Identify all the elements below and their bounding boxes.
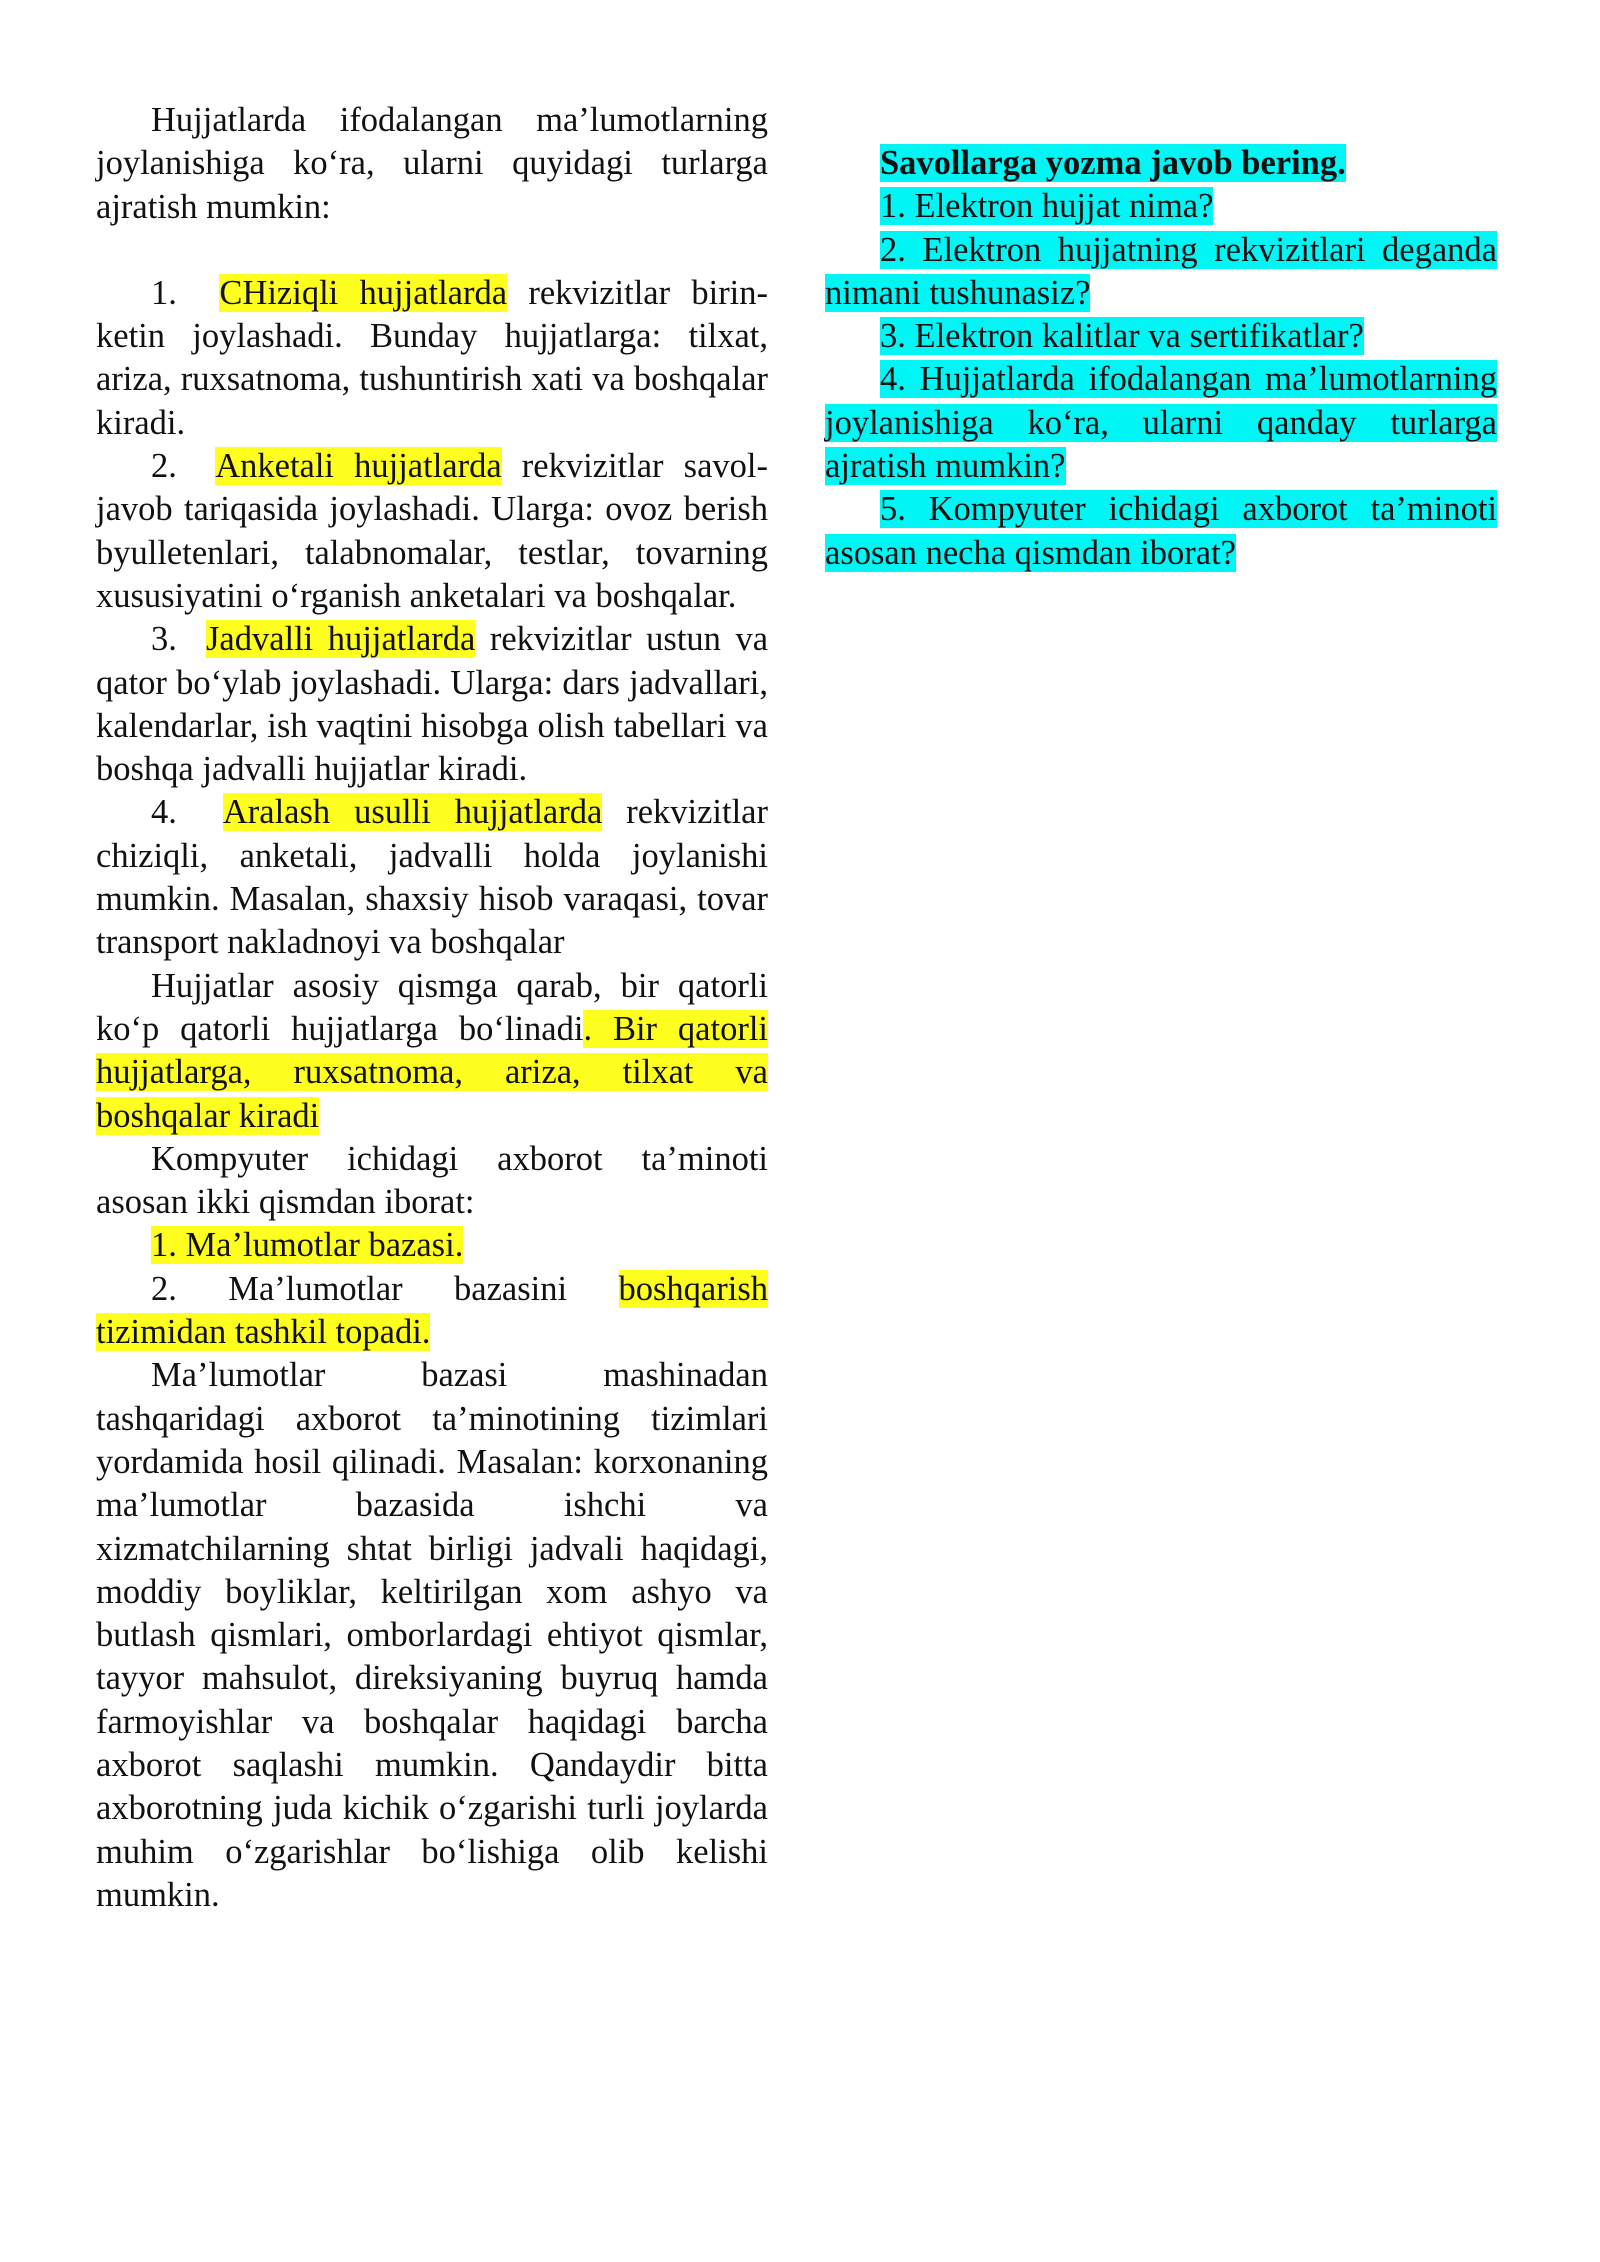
highlighted-term: Jadvalli hujjatlarda <box>205 620 476 659</box>
paragraph-text: 2. Ma’lumotlar bazasini <box>151 1269 568 1308</box>
left-column <box>96 99 768 1917</box>
item-number: 3. <box>151 620 177 659</box>
highlighted-term: Anketali hujjatlarda <box>215 447 502 486</box>
question-text: 4. Hujjatlarda ifodalangan ma’lumotlarning joylanishiga ko‘ra, ularni qanday turlarga ajratish mumkin? <box>825 360 1497 486</box>
paragraph-text: Hujjatlar asosiy qismga qarab, bir qatorli ko‘p qatorli hujjatlarga bo‘linadi <box>96 966 768 1048</box>
intro-paragraph: Hujjatlarda ifodalangan ma’lumotlarning joylanishiga ko‘ra, ularni quyidagi turlarga ajratish mumkin: <box>96 101 768 226</box>
question-text: 5. Kompyuter ichidagi axborot ta’minoti asosan necha qismdan iborat? <box>825 490 1497 572</box>
highlighted-term: Aralash usulli hujjatlarda <box>222 793 603 832</box>
item-number: 4. <box>151 793 177 832</box>
part-one-line <box>96 1224 768 1267</box>
list-item-mixed <box>96 791 768 964</box>
database-paragraph: Ma’lumotlar bazasi mashinadan tashqaridagi axborot ta’minotining tizimlari yordamida hosil qilinadi. Masalan: korxonaning ma’lumotlar bazasida ishchi va xizmatchilarning shtat birligi jadvali haqidagi, moddiy boyliklar, keltirilgan xom ashyo va butlash qismlari, omborlardagi ehtiyot qismlar, tayyor mahsulot, direksiyaning buyruq hamda farmoyishlar va boshqalar haqidagi barcha axborot saqlashi mumkin. Qandaydir bitta axborotning juda kichik o‘zgarishi turli joylarda muhim o‘zgarishlar bo‘lishiga olib kelishi mumkin. <box>96 1356 768 1914</box>
question-item <box>825 358 1497 488</box>
item-text: rekvizitlar ustun va qator bo‘ylab joylashadi. Ularga: dars jadvallari, kalendarlar, ish vaqtini hisobga olish tabellari va boshqa jadvalli hujjatlar kiradi. <box>96 620 769 789</box>
highlighted-text: 1. Ma’lumotlar bazasi. <box>151 1226 464 1265</box>
list-item-linear <box>96 272 768 445</box>
right-column <box>825 99 1497 575</box>
question-item <box>825 229 1497 316</box>
highlighted-term: CHiziqli hujjatlarda <box>219 273 508 312</box>
question-text: 2. Elektron hujjatning rekvizitlari deganda nimani tushunasiz? <box>825 230 1497 312</box>
document-division-paragraph <box>96 965 768 1138</box>
question-item <box>825 315 1497 358</box>
question-item <box>825 488 1497 575</box>
questions-heading <box>825 142 1497 185</box>
question-text: 3. Elektron kalitlar va sertifikatlar? <box>880 317 1364 356</box>
part-two-line <box>96 1268 768 1355</box>
list-item-questionnaire <box>96 445 768 618</box>
highlighted-text: boshqarish tizimidan tashkil topadi. <box>96 1269 768 1352</box>
heading-text: Savollarga yozma javob bering. <box>880 144 1346 182</box>
blank-line <box>825 99 1497 142</box>
item-number: 2. <box>151 447 177 486</box>
question-item <box>825 185 1497 228</box>
item-text: rekvizitlar savol-javob tariqasida joylashadi. Ularga: ovoz berish byulletenlari, talabnomalar, testlar, tovarning xususiyatini o‘rganish anketalari va boshqalar. <box>96 447 768 615</box>
blank-line <box>96 229 768 272</box>
item-text: rekvizitlar chiziqli, anketali, jadvalli holda joylanishi mumkin. Masalan, shaxsiy hisob varaqasi, tovar transport nakladnoyi va boshqalar <box>96 793 768 962</box>
item-text: rekvizitlar birin-ketin joylashadi. Bunday hujjatlarga: tilxat, ariza, ruxsatnoma, tushuntirish xati va boshqalar kiradi. <box>96 273 769 442</box>
item-number: 1. <box>151 273 177 312</box>
list-item-tabular <box>96 618 768 791</box>
information-support-paragraph: Kompyuter ichidagi axborot ta’minoti asosan ikki qismdan iborat: <box>96 1139 768 1222</box>
highlighted-text: . Bir qatorli hujjatlarga, ruxsatnoma, ariza, tilxat va boshqalar kiradi <box>96 1009 768 1135</box>
question-text: 1. Elektron hujjat nima? <box>880 187 1214 226</box>
